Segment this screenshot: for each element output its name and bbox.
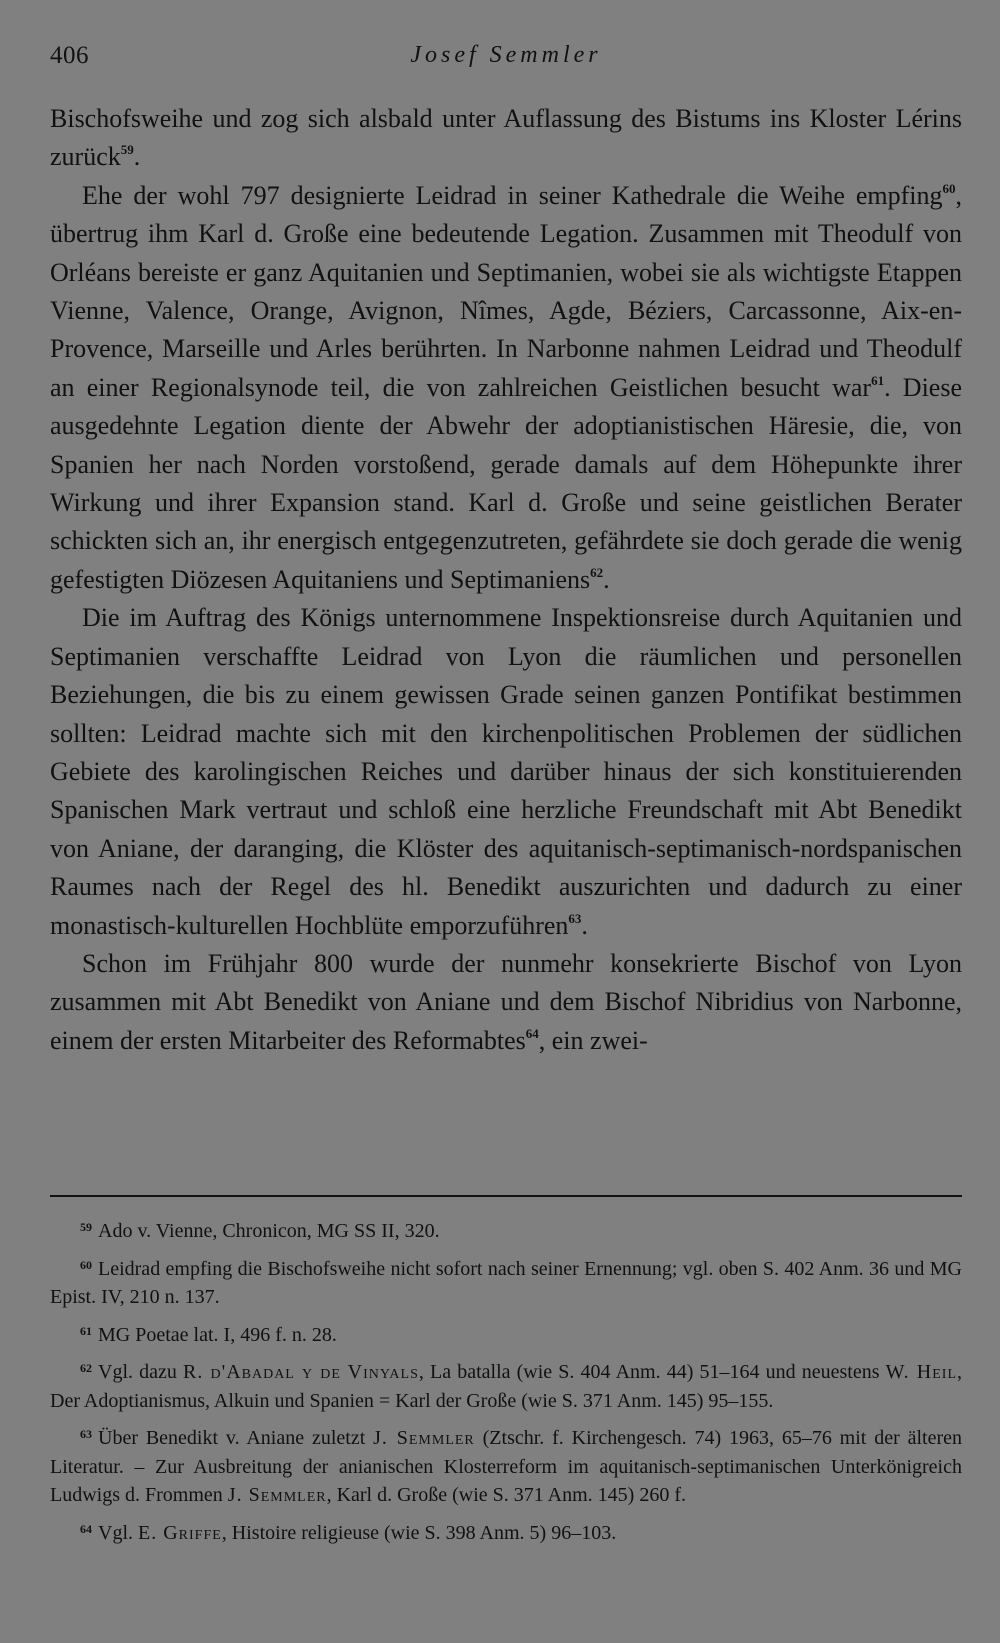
footnote-60 xyxy=(50,1251,962,1312)
footnote-ref-61[interactable]: 61 xyxy=(871,372,885,388)
paragraph-2-text-2: , übertrug ihm Karl d. Große eine bedeutende Legation. Zusammen mit Theodulf von Orléans bereiste er ganz Aquitanien und Septimanien, wobei sie als wichtigste Etappen Vienne, Valence, Orange, Avignon, Nîmes, Agde, Béziers, Carcassonne, Aix-en-Provence, Marseille und Arles berührten. In Narbonne nahmen Leidrad und Theodulf an einer Regionalsynode teil, die von zahlreichen Geistlichen besucht war xyxy=(50,180,962,402)
paragraph-3-text-1: Die im Auftrag des Königs unternommene Inspektionsreise durch Aquitanien und Septimanien verschaffte Leidrad von Lyon die räumlichen und personellen Beziehungen, die bis zu einem gewissen Grade seinen ganzen Pontifikat bestimmen sollten: Leidrad machte sich mit den kirchenpolitischen Problemen der südlichen Gebiete des karolingischen Reiches und darüber hinaus der sich konstituierenden Spanischen Mark vertraut und schloß eine herzliche Freundschaft mit Abt Benedikt von Aniane, der daranging, die Klöster des aquitanisch-septimanisch-nordspanischen Raumes nach der Regel des hl. Benedikt auszurichten und dadurch zu einer monastisch-kulturellen Hochblüte emporzuführen xyxy=(50,603,962,940)
footnote-61 xyxy=(50,1317,962,1350)
footnote-divider xyxy=(50,1195,962,1197)
footnote-text: Über Benedikt v. Aniane zuletzt xyxy=(98,1427,374,1449)
footnote-text: , Der Adoptianismus, Alkuin und Spanien = Karl der Große (wie S. 371 Anm. 145) 95–155. xyxy=(50,1361,962,1412)
footnote-text: , Karl d. Große (wie S. 371 Anm. 145) 260 f. xyxy=(326,1484,686,1506)
paragraph-2 xyxy=(50,177,962,599)
footnote-ref-60[interactable]: 60 xyxy=(942,180,956,196)
paragraph-4-text-2: , ein zwei- xyxy=(538,1025,648,1055)
footnote-59 xyxy=(50,1213,962,1246)
footnote-number: 60 xyxy=(80,1257,92,1272)
paragraph-2-text-3: . Diese ausgedehnte Legation diente der Abwehr der adoptianistischen Häresie, die, von Spanien her nach Norden vorstoßend, gerade damals auf dem Höhepunkte ihrer Wirkung und ihrer Expansion stand. Karl d. Große und seine geistlichen Berater schickten sich an, ihr energisch entgegenzutreten, gefährdete sie doch gerade die wenig gefestigten Diözesen Aquitaniens und Septimaniens xyxy=(50,372,962,594)
footnote-64 xyxy=(50,1515,962,1548)
footnote-ref-64[interactable]: 64 xyxy=(525,1025,539,1041)
paragraph-4 xyxy=(50,945,962,1060)
footnote-text: Vgl. xyxy=(98,1521,138,1544)
running-head: Josef Semmler xyxy=(410,42,602,68)
footnote-number: 61 xyxy=(80,1323,92,1338)
main-text xyxy=(50,100,962,1060)
footnotes xyxy=(50,1213,962,1552)
footnote-number: 62 xyxy=(80,1361,92,1375)
paragraph-1 xyxy=(50,100,962,177)
footnote-text: MG Poetae lat. I, 496 f. n. 28. xyxy=(98,1323,337,1346)
footnote-number: 63 xyxy=(80,1427,92,1441)
footnote-text: , La batalla (wie S. 404 Anm. 44) 51–164 und neuestens xyxy=(418,1361,886,1383)
footnote-62 xyxy=(50,1354,962,1415)
author-name: E. Griffe xyxy=(138,1521,222,1544)
paragraph-3-end: . xyxy=(581,910,588,940)
footnote-ref-62[interactable]: 62 xyxy=(590,564,604,580)
footnote-number: 64 xyxy=(80,1521,92,1536)
footnote-text: , Histoire religieuse (wie S. 398 Anm. 5) 96–103. xyxy=(221,1521,617,1544)
footnote-text: Vgl. dazu xyxy=(98,1361,184,1383)
footnote-63 xyxy=(50,1420,962,1510)
page-number: 406 xyxy=(50,42,89,69)
paragraph-1-text: Bischofsweihe und zog sich alsbald unter Auflassung des Bistums ins Kloster Lérins zurück xyxy=(50,104,962,172)
author-name: J. Semmler xyxy=(373,1427,475,1449)
footnote-ref-63[interactable]: 63 xyxy=(568,910,582,926)
footnote-text: Leidrad empfing die Bischofsweihe nicht sofort nach seiner Ernennung; vgl. oben S. 402 Anm. 36 und MG Epist. IV, 210 n. 137. xyxy=(50,1257,962,1308)
paragraph-4-text-1: Schon im Frühjahr 800 wurde der nunmehr konsekrierte Bischof von Lyon zusammen mit Abt Benedikt von Aniane und dem Bischof Nibridius von Narbonne, einem der ersten Mitarbeiter des Reformabtes xyxy=(50,948,962,1055)
footnote-text: (Ztschr. f. Kirchengesch. 74) 1963, 65–76 mit der älteren Literatur. – Zur Ausbreitung der anianischen Klosterreform im aquitanisch-septimanischen Unterkönigreich Ludwigs d. Frommen xyxy=(50,1427,963,1506)
footnote-number: 59 xyxy=(80,1220,92,1234)
footnote-ref-59[interactable]: 59 xyxy=(120,142,134,158)
paragraph-1-end: . xyxy=(133,142,141,172)
author-name: J. Semmler xyxy=(227,1484,327,1506)
paragraph-2-text-1: Ehe der wohl 797 designierte Leidrad in seiner Kathedrale die Weihe empfing xyxy=(82,180,943,210)
author-name: W. Heil xyxy=(885,1361,957,1383)
paragraph-2-end: . xyxy=(603,564,610,594)
author-name: R. d'Abadal y de Vinyals xyxy=(183,1361,419,1383)
page-header xyxy=(50,42,962,82)
paragraph-3 xyxy=(50,599,962,945)
footnote-text: Ado v. Vienne, Chronicon, MG SS II, 320. xyxy=(98,1220,440,1242)
